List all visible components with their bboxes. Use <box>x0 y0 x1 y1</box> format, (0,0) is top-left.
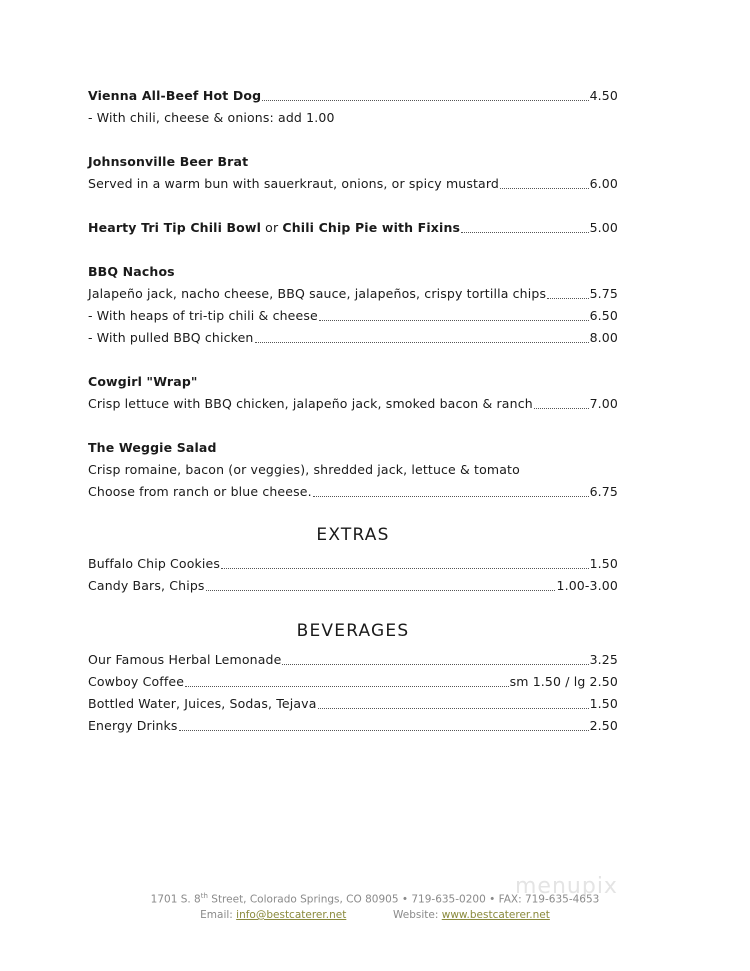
dot-leader <box>262 99 588 101</box>
item-row <box>88 481 618 503</box>
item-option: - With heaps of tri-tip chili & cheese <box>88 308 318 323</box>
item-name: Vienna All-Beef Hot Dog <box>88 88 262 103</box>
item-description: Crisp romaine, bacon (or veggies), shredded jack, lettuce & tomato <box>88 462 520 477</box>
website-label: Website: <box>393 909 442 921</box>
item-connector: or <box>261 220 283 235</box>
item-price: 7.00 <box>589 396 618 411</box>
section-heading: BEVERAGES <box>296 621 410 641</box>
row-price: 1.50 <box>589 556 618 571</box>
footer-contact <box>0 909 750 921</box>
beverage-row <box>88 715 618 737</box>
dot-leader <box>534 407 589 409</box>
website-link[interactable]: www.bestcaterer.net <box>441 909 550 921</box>
dot-leader <box>179 729 589 731</box>
section-heading: EXTRAS <box>316 525 390 545</box>
item-description: Served in a warm bun with sauerkraut, onions, or spicy mustard <box>88 176 500 191</box>
item-option-price: 6.50 <box>589 308 618 323</box>
watermark-logo: menupix <box>515 874 618 899</box>
dot-leader <box>282 663 588 665</box>
item-row <box>88 217 618 239</box>
dot-leader <box>318 707 589 709</box>
item-option: - With pulled BBQ chicken <box>88 330 254 345</box>
dot-leader <box>319 319 589 321</box>
item-price: 4.50 <box>589 88 618 103</box>
item-description: Jalapeño jack, nacho cheese, BBQ sauce, jalapeños, crispy tortilla chips <box>88 286 547 301</box>
menu-item-chili <box>88 217 618 239</box>
menu-item-brat <box>88 151 618 195</box>
item-name: Cowgirl "Wrap" <box>88 374 198 389</box>
row-label: Our Famous Herbal Lemonade <box>88 652 282 667</box>
item-price: 6.00 <box>589 176 618 191</box>
menu-item-salad <box>88 437 618 503</box>
item-price: 5.75 <box>589 286 618 301</box>
row-label: Energy Drinks <box>88 718 178 733</box>
dot-leader <box>547 297 588 299</box>
row-label: Buffalo Chip Cookies <box>88 556 221 571</box>
row-label: Cowboy Coffee <box>88 674 185 689</box>
item-name-a: Hearty Tri Tip Chili Bowl <box>88 220 262 235</box>
dot-leader <box>255 341 589 343</box>
dot-leader <box>313 495 589 497</box>
row-price: 1.50 <box>589 696 618 711</box>
dot-leader <box>461 231 588 233</box>
row-price: sm 1.50 / lg 2.50 <box>509 674 618 689</box>
beverages-section <box>88 619 618 737</box>
item-row <box>88 283 618 305</box>
beverage-row <box>88 649 618 671</box>
item-name-b: Chili Chip Pie with Fixins <box>282 220 461 235</box>
dot-leader <box>185 685 509 687</box>
row-price: 1.00-3.00 <box>556 578 618 593</box>
item-row <box>88 393 618 415</box>
item-price: 5.00 <box>589 220 618 235</box>
address-text-rest: Street, Colorado Springs, CO 80905 • 719-635-0200 • FAX: 719-635-4653 <box>207 893 600 906</box>
item-option-row <box>88 305 618 327</box>
item-row <box>88 173 618 195</box>
row-price: 3.25 <box>589 652 618 667</box>
footer-address <box>0 892 750 906</box>
extras-section <box>88 523 618 597</box>
email-label: Email: <box>200 909 237 921</box>
item-description: Choose from ranch or blue cheese. <box>88 484 312 499</box>
item-description: Crisp lettuce with BBQ chicken, jalapeño jack, smoked bacon & ranch <box>88 396 533 411</box>
row-label: Bottled Water, Juices, Sodas, Tejava <box>88 696 317 711</box>
item-note: - With chili, cheese & onions: add 1.00 <box>88 110 335 125</box>
menu-item-wrap <box>88 371 618 415</box>
menu-item-nachos <box>88 261 618 349</box>
address-superscript: th <box>200 892 208 900</box>
dot-leader <box>500 187 589 189</box>
item-name: The Weggie Salad <box>88 440 217 455</box>
item-option-price: 8.00 <box>589 330 618 345</box>
beverage-row <box>88 693 618 715</box>
row-label: Candy Bars, Chips <box>88 578 205 593</box>
item-name: Johnsonville Beer Brat <box>88 154 249 169</box>
item-row <box>88 85 618 107</box>
extras-row <box>88 575 618 597</box>
item-name: BBQ Nachos <box>88 264 175 279</box>
dot-leader <box>221 567 589 569</box>
dot-leader <box>206 589 556 591</box>
row-price: 2.50 <box>589 718 618 733</box>
item-option-row <box>88 327 618 349</box>
extras-row <box>88 553 618 575</box>
menu-content <box>88 85 618 759</box>
item-price: 6.75 <box>589 484 618 499</box>
menu-item-hotdog <box>88 85 618 129</box>
address-text: 1701 S. 8 <box>150 893 201 906</box>
email-link[interactable]: info@bestcaterer.net <box>236 909 347 921</box>
beverage-row <box>88 671 618 693</box>
